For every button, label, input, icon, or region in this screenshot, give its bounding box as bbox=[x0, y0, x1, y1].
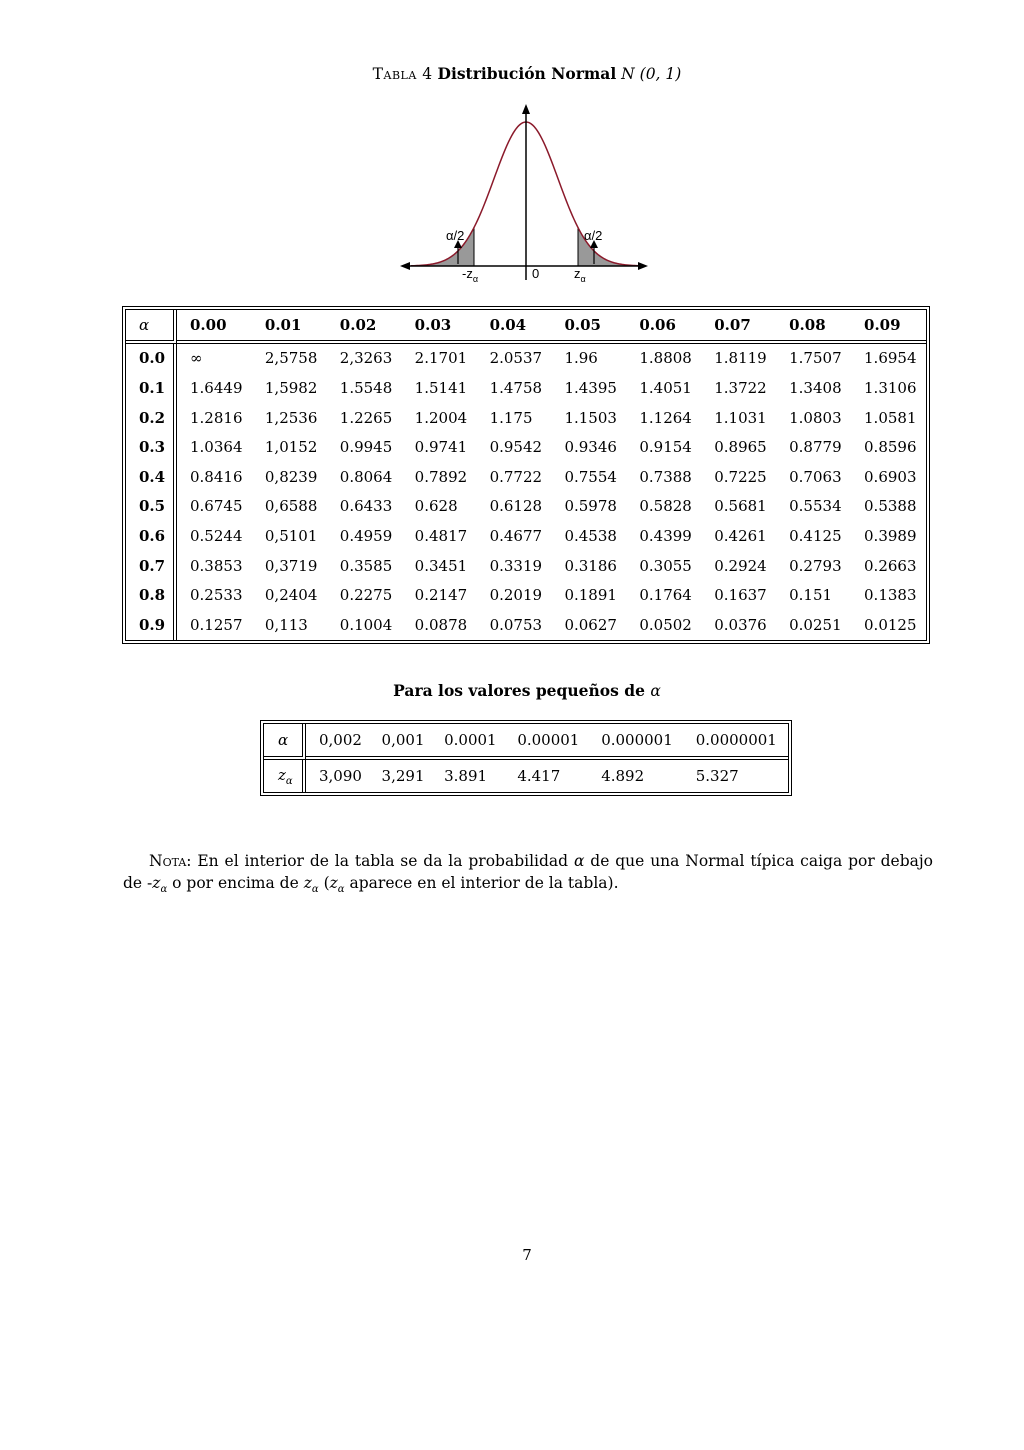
table-cell: 0.3585 bbox=[339, 556, 393, 575]
small-values-heading-symbol: α bbox=[650, 682, 661, 700]
note-text-2: de que una Normal típica caiga por debajo de - bbox=[123, 852, 933, 892]
alpha-row-label: α bbox=[264, 724, 306, 760]
table-cell: 1.3106 bbox=[864, 378, 917, 397]
alpha-row bbox=[264, 724, 788, 760]
table-cell: 0.8064 bbox=[339, 467, 393, 486]
table-row bbox=[126, 580, 926, 610]
table-cell: 0.7892 bbox=[414, 467, 468, 486]
table-cell: 0.3186 bbox=[564, 556, 617, 575]
right-area-label: α/2 bbox=[584, 228, 603, 243]
z-value-cell: 3,291 bbox=[381, 767, 425, 785]
table-cell: 2,3263 bbox=[339, 349, 393, 368]
z-row bbox=[264, 760, 788, 792]
table-caption bbox=[0, 64, 1024, 83]
table-cell: 0.8596 bbox=[864, 438, 917, 457]
table-cell: 1.4051 bbox=[639, 378, 692, 397]
table-cell: 0.9154 bbox=[639, 438, 692, 457]
table-cell: 0.4261 bbox=[714, 526, 767, 545]
table-cell: 0.0753 bbox=[489, 615, 543, 634]
column-header: 0.04 bbox=[477, 310, 552, 344]
corner-alpha-label: α bbox=[126, 310, 177, 344]
table-cell: 0.5978 bbox=[564, 497, 617, 516]
table-cell: 0.2019 bbox=[489, 586, 543, 605]
table-cell: 0.3055 bbox=[639, 556, 692, 575]
table-cell: 1.1031 bbox=[714, 408, 767, 427]
alpha-value-cell: 0,001 bbox=[369, 724, 432, 760]
table-header-row bbox=[126, 310, 926, 344]
table-cell: 0.4817 bbox=[414, 526, 468, 545]
table-cell: 0.8965 bbox=[714, 438, 767, 457]
caption-title: Distribución Normal bbox=[437, 64, 617, 83]
small-values-heading-text: Para los valores pequeños de bbox=[393, 681, 645, 700]
table-cell: 1.4395 bbox=[564, 378, 617, 397]
table-cell: 0.6128 bbox=[489, 497, 543, 516]
column-header: 0.07 bbox=[701, 310, 776, 344]
row-label: 0.6 bbox=[126, 521, 177, 551]
alpha-value-cell: 0.00001 bbox=[504, 724, 588, 760]
table-cell: 0.3989 bbox=[864, 526, 917, 545]
table-cell: 0.0251 bbox=[789, 615, 842, 634]
table-cell: 0.6903 bbox=[864, 467, 917, 486]
table-cell: 0.9346 bbox=[564, 438, 617, 457]
table-cell: 0.3451 bbox=[414, 556, 468, 575]
table-row bbox=[126, 462, 926, 492]
table-cell: ∞ bbox=[190, 349, 203, 368]
table-cell: 1.8808 bbox=[639, 349, 692, 368]
row-label: 0.9 bbox=[126, 610, 177, 640]
note-text-1: En el interior de la tabla se da la probabilidad bbox=[197, 852, 569, 870]
table-row bbox=[126, 610, 926, 640]
table-cell: 0.628 bbox=[414, 497, 458, 516]
caption-math: N (0, 1) bbox=[621, 65, 682, 83]
alpha-value-cell: 0.000001 bbox=[588, 724, 683, 760]
table-cell: 0.2275 bbox=[339, 586, 393, 605]
table-cell: 0.8779 bbox=[789, 438, 842, 457]
x-axis-arrow-right bbox=[638, 262, 648, 270]
table-cell: 0.7722 bbox=[489, 467, 543, 486]
table-cell: 0.1764 bbox=[639, 586, 692, 605]
table-cell: 0.9945 bbox=[339, 438, 393, 457]
column-header: 0.08 bbox=[776, 310, 851, 344]
table-cell: 0.2924 bbox=[714, 556, 767, 575]
row-label: 0.5 bbox=[126, 492, 177, 522]
note-alpha: α bbox=[573, 852, 585, 870]
table-cell: 0,5101 bbox=[264, 526, 318, 545]
table-cell: 0.1004 bbox=[339, 615, 393, 634]
table-cell: 1.0364 bbox=[190, 438, 243, 457]
table-cell: 1,0152 bbox=[264, 438, 318, 457]
caption-prefix: Tabla 4 bbox=[372, 65, 433, 83]
table-cell: 0.4959 bbox=[339, 526, 393, 545]
note-z3: z bbox=[329, 874, 338, 892]
table-cell: 1.2004 bbox=[414, 408, 468, 427]
table-cell: 0.0627 bbox=[564, 615, 617, 634]
table-cell: 0.7388 bbox=[639, 467, 692, 486]
column-header: 0.03 bbox=[402, 310, 477, 344]
table-cell: 1,2536 bbox=[264, 408, 318, 427]
table-cell: 0.6433 bbox=[339, 497, 393, 516]
table-cell: 0.2533 bbox=[190, 586, 243, 605]
column-header: 0.05 bbox=[551, 310, 626, 344]
table-cell: 1.96 bbox=[564, 349, 598, 368]
table-row bbox=[126, 551, 926, 581]
alpha-value-cell: 0,002 bbox=[306, 724, 369, 760]
z-value-cell: 3.891 bbox=[444, 767, 488, 785]
table-cell: 1.5548 bbox=[339, 378, 393, 397]
table-cell: 1.3722 bbox=[714, 378, 767, 397]
alpha-value-cell: 0.0000001 bbox=[683, 724, 788, 760]
table-cell: 0,2404 bbox=[264, 586, 318, 605]
table-cell: 0.6745 bbox=[190, 497, 243, 516]
column-header: 0.06 bbox=[626, 310, 701, 344]
table-cell: 1.5141 bbox=[414, 378, 468, 397]
note-text-3: o por encima de bbox=[172, 874, 299, 892]
table-cell: 1.2816 bbox=[190, 408, 243, 427]
z-value-cell: 4.892 bbox=[601, 767, 645, 785]
table-row bbox=[126, 373, 926, 403]
note-text-5: aparece en el interior de la tabla). bbox=[349, 874, 619, 892]
table-cell: 0.0878 bbox=[414, 615, 468, 634]
left-area-label: α/2 bbox=[446, 228, 465, 243]
small-alpha-table bbox=[263, 723, 789, 793]
table-cell: 0.1383 bbox=[864, 586, 917, 605]
table-cell: 0.2663 bbox=[864, 556, 917, 575]
table-cell: 1.6954 bbox=[864, 349, 917, 368]
z-row-label: $z_\alpha$ bbox=[264, 760, 306, 792]
x-axis-arrow-left bbox=[400, 262, 410, 270]
table-cell: 0.4399 bbox=[639, 526, 692, 545]
table-cell: 1,5982 bbox=[264, 378, 318, 397]
table-cell: 0.3319 bbox=[489, 556, 543, 575]
table-cell: 0.4677 bbox=[489, 526, 543, 545]
table-cell: 0.5388 bbox=[864, 497, 917, 516]
table-cell: 0.4538 bbox=[564, 526, 617, 545]
table-cell: 1.0803 bbox=[789, 408, 842, 427]
table-cell: 1.7507 bbox=[789, 349, 842, 368]
table-cell: 0.1891 bbox=[564, 586, 617, 605]
table-cell: 0.7063 bbox=[789, 467, 842, 486]
table-cell: 0,8239 bbox=[264, 467, 318, 486]
table-cell: 0,3719 bbox=[264, 556, 318, 575]
row-label: 0.7 bbox=[126, 551, 177, 581]
normal-distribution-figure bbox=[398, 100, 654, 290]
table-cell: 1.0581 bbox=[864, 408, 917, 427]
table-cell: 0.1637 bbox=[714, 586, 767, 605]
right-tick-label: $z_\alpha$ bbox=[574, 266, 586, 284]
table-row bbox=[126, 344, 926, 374]
table-cell: 0.1257 bbox=[190, 615, 243, 634]
table-cell: 2.0537 bbox=[489, 349, 543, 368]
row-label: 0.2 bbox=[126, 403, 177, 433]
table-cell: 1.1503 bbox=[564, 408, 617, 427]
row-label: 0.8 bbox=[126, 580, 177, 610]
note-z1: z bbox=[152, 874, 161, 892]
y-axis-arrow bbox=[522, 104, 530, 114]
row-label: 0.3 bbox=[126, 432, 177, 462]
z-value-cell: 4.417 bbox=[517, 767, 561, 785]
table-cell: 0.5244 bbox=[190, 526, 243, 545]
note-paragraph: Nota: En el interior de la tabla se da la probabilidad α de que una Normal típica caiga por debajo de $-z_\alpha$ o por encima de $z_\alpha$ ($z_\alpha$ aparece en el interior de la tabla). bbox=[123, 852, 933, 896]
note-z2: z bbox=[303, 874, 312, 892]
table-cell: 0.0125 bbox=[864, 615, 917, 634]
table-cell: 0,113 bbox=[264, 615, 308, 634]
table-cell: 0.9542 bbox=[489, 438, 543, 457]
table-cell: 0.151 bbox=[789, 586, 833, 605]
table-cell: 0.4125 bbox=[789, 526, 842, 545]
table-cell: 1.175 bbox=[489, 408, 533, 427]
table-cell: 0.2793 bbox=[789, 556, 842, 575]
table-cell: 0.5681 bbox=[714, 497, 767, 516]
table-cell: 0.5828 bbox=[639, 497, 692, 516]
note-label: Nota: bbox=[149, 852, 192, 870]
page-number: 7 bbox=[522, 1246, 532, 1264]
row-label: 0.1 bbox=[126, 373, 177, 403]
normal-quantile-table bbox=[125, 309, 927, 641]
left-tail-area bbox=[411, 228, 474, 266]
small-values-heading bbox=[0, 681, 1024, 700]
table-cell: 1.2265 bbox=[339, 408, 393, 427]
table-cell: 0,6588 bbox=[264, 497, 318, 516]
table-cell: 0.8416 bbox=[190, 467, 243, 486]
z-value-cell: 3,090 bbox=[319, 767, 362, 785]
table-cell: 1.6449 bbox=[190, 378, 243, 397]
center-tick-label: 0 bbox=[532, 266, 540, 281]
table-cell: 1.8119 bbox=[714, 349, 767, 368]
table-row bbox=[126, 403, 926, 433]
z-value-cell: 5.327 bbox=[695, 767, 739, 785]
table-cell: 1.4758 bbox=[489, 378, 543, 397]
table-row bbox=[126, 492, 926, 522]
alpha-value-cell: 0.0001 bbox=[431, 724, 504, 760]
table-row bbox=[126, 521, 926, 551]
table-cell: 0.7554 bbox=[564, 467, 617, 486]
row-label: 0.0 bbox=[126, 344, 177, 374]
table-cell: 0.5534 bbox=[789, 497, 842, 516]
column-header: 0.09 bbox=[851, 310, 926, 344]
table-cell: 1.3408 bbox=[789, 378, 842, 397]
table-cell: 0.9741 bbox=[414, 438, 468, 457]
table-cell: 0.2147 bbox=[414, 586, 468, 605]
table-cell: 0.7225 bbox=[714, 467, 767, 486]
column-header: 0.00 bbox=[177, 310, 252, 344]
table-cell: 0.3853 bbox=[190, 556, 243, 575]
left-tick-label: $-z_\alpha$ bbox=[462, 266, 479, 284]
column-header: 0.01 bbox=[252, 310, 327, 344]
column-header: 0.02 bbox=[327, 310, 402, 344]
table-row bbox=[126, 432, 926, 462]
note-text-4: ( bbox=[323, 874, 330, 892]
table-cell: 0.0376 bbox=[714, 615, 767, 634]
table-cell: 2.1701 bbox=[414, 349, 468, 368]
table-cell: 0.0502 bbox=[639, 615, 692, 634]
table-cell: 1.1264 bbox=[639, 408, 692, 427]
table-cell: 2,5758 bbox=[264, 349, 318, 368]
row-label: 0.4 bbox=[126, 462, 177, 492]
